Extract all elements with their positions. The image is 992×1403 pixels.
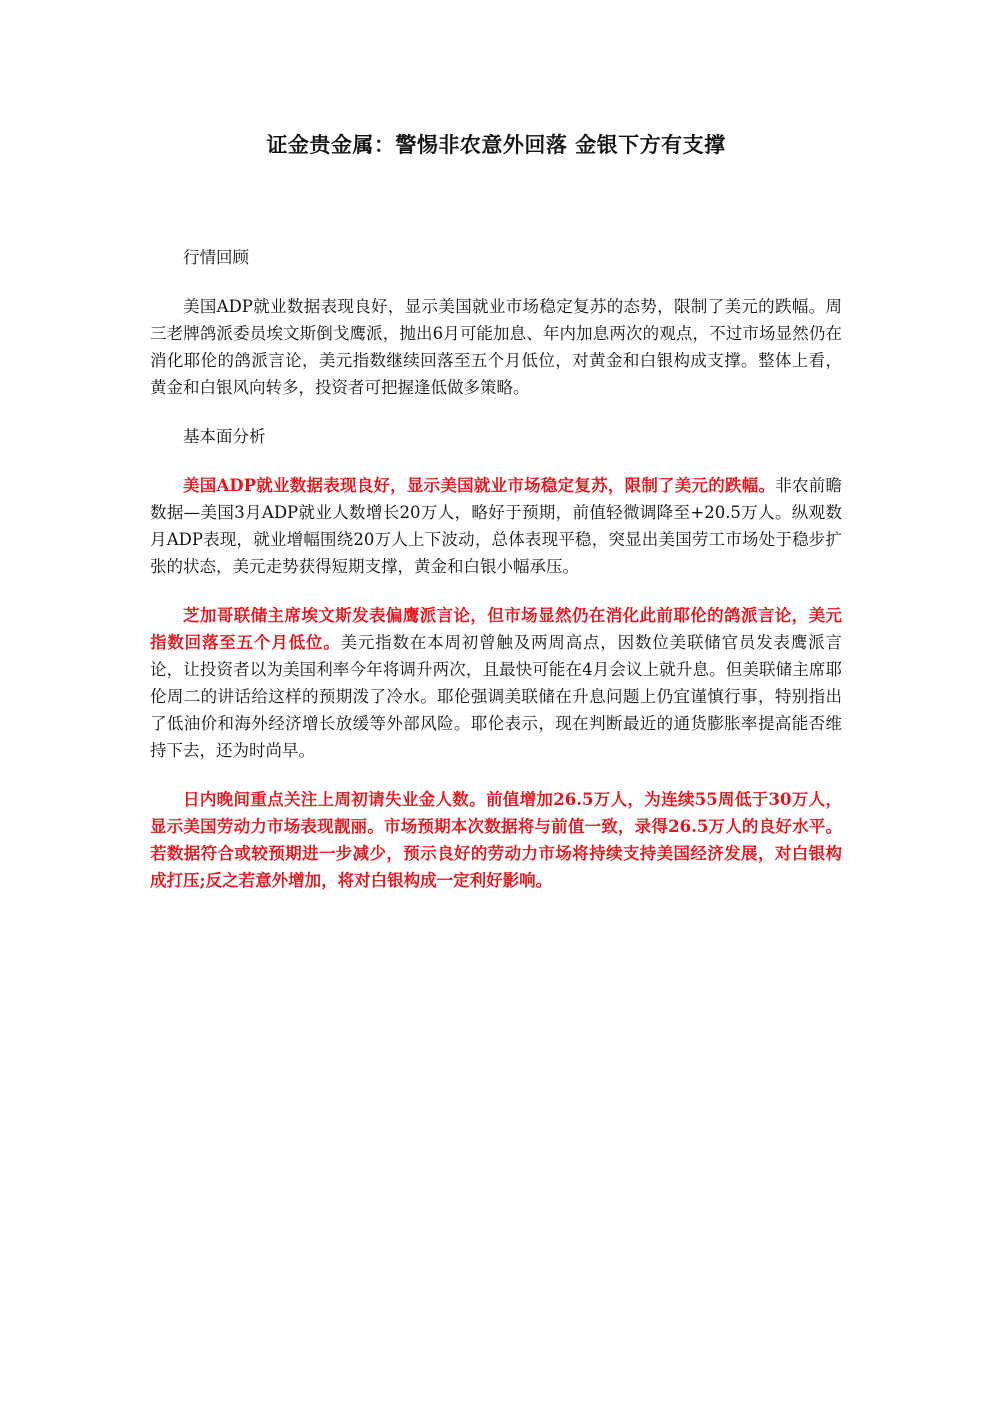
section-heading-review: 行情回顾 [183,248,249,267]
section-heading-fundamentals: 基本面分析 [183,427,266,446]
fundamentals-paragraph-1 [150,472,842,580]
fundamentals-paragraph-2 [150,602,842,764]
page-title: 证金贵金属：警惕非农意外回落 金银下方有支撑 [266,133,726,157]
review-paragraph: 美国ADP就业数据表现良好，显示美国就业市场稳定复苏的态势，限制了美元的跌幅。周三老牌鸽派委员埃文斯倒戈鹰派，抛出6月可能加息、年内加息两次的观点，不过市场显然仍在消化耶伦的鸽派言论，美元指数继续回落至五个月低位，对黄金和白银构成支撑。整体上看，黄金和白银风向转多，投资者可把握逢低做多策略。 [150,297,842,397]
highlight-text: 日内晚间重点关注上周初请失业金人数。前值增加26.5万人，为连续55周低于30万人，显示美国劳动力市场表现靓丽。市场预期本次数据将与前值一致，录得26.5万人的良好水平。若数据符合或较预期进一步减少，预示良好的劳动力市场将持续支持美国经济发展，对白银构成打压;反之若意外增加，将对白银构成一定利好影响。 [150,790,842,890]
highlight-text: 美国ADP就业数据表现良好，显示美国就业市场稳定复苏，限制了美元的跌幅。 [183,476,776,495]
article-body [150,244,842,916]
fundamentals-paragraph-3 [150,786,842,894]
highlight-text: 芝加哥联储主席埃文斯发表偏鹰派言论，但市场显然仍在消化此前耶伦的鸽派言论，美元指数回落至五个月低位。 [150,606,842,652]
body-text: 美元指数在本周初曾触及两周高点，因数位美联储官员发表鹰派言论，让投资者以为美国利率今年将调升两次，且最快可能在4月会议上就升息。但美联储主席耶伦周二的讲话给这样的预期泼了冷水。耶伦强调美联储在升息问题上仍宜谨慎行事，特别指出了低油价和海外经济增长放缓等外部风险。耶伦表示，现在判断最近的通货膨胀率提高能否维持下去，还为时尚早。 [150,633,843,760]
body-text: 非农前瞻数据—美国3月ADP就业人数增长20万人，略好于预期，前值轻微调降至+20.5万人。纵观数月ADP表现，就业增幅围绕20万人上下波动，总体表现平稳，突显出美国劳工市场处于稳步扩张的状态，美元走势获得短期支撑，黄金和白银小幅承压。 [150,476,842,576]
